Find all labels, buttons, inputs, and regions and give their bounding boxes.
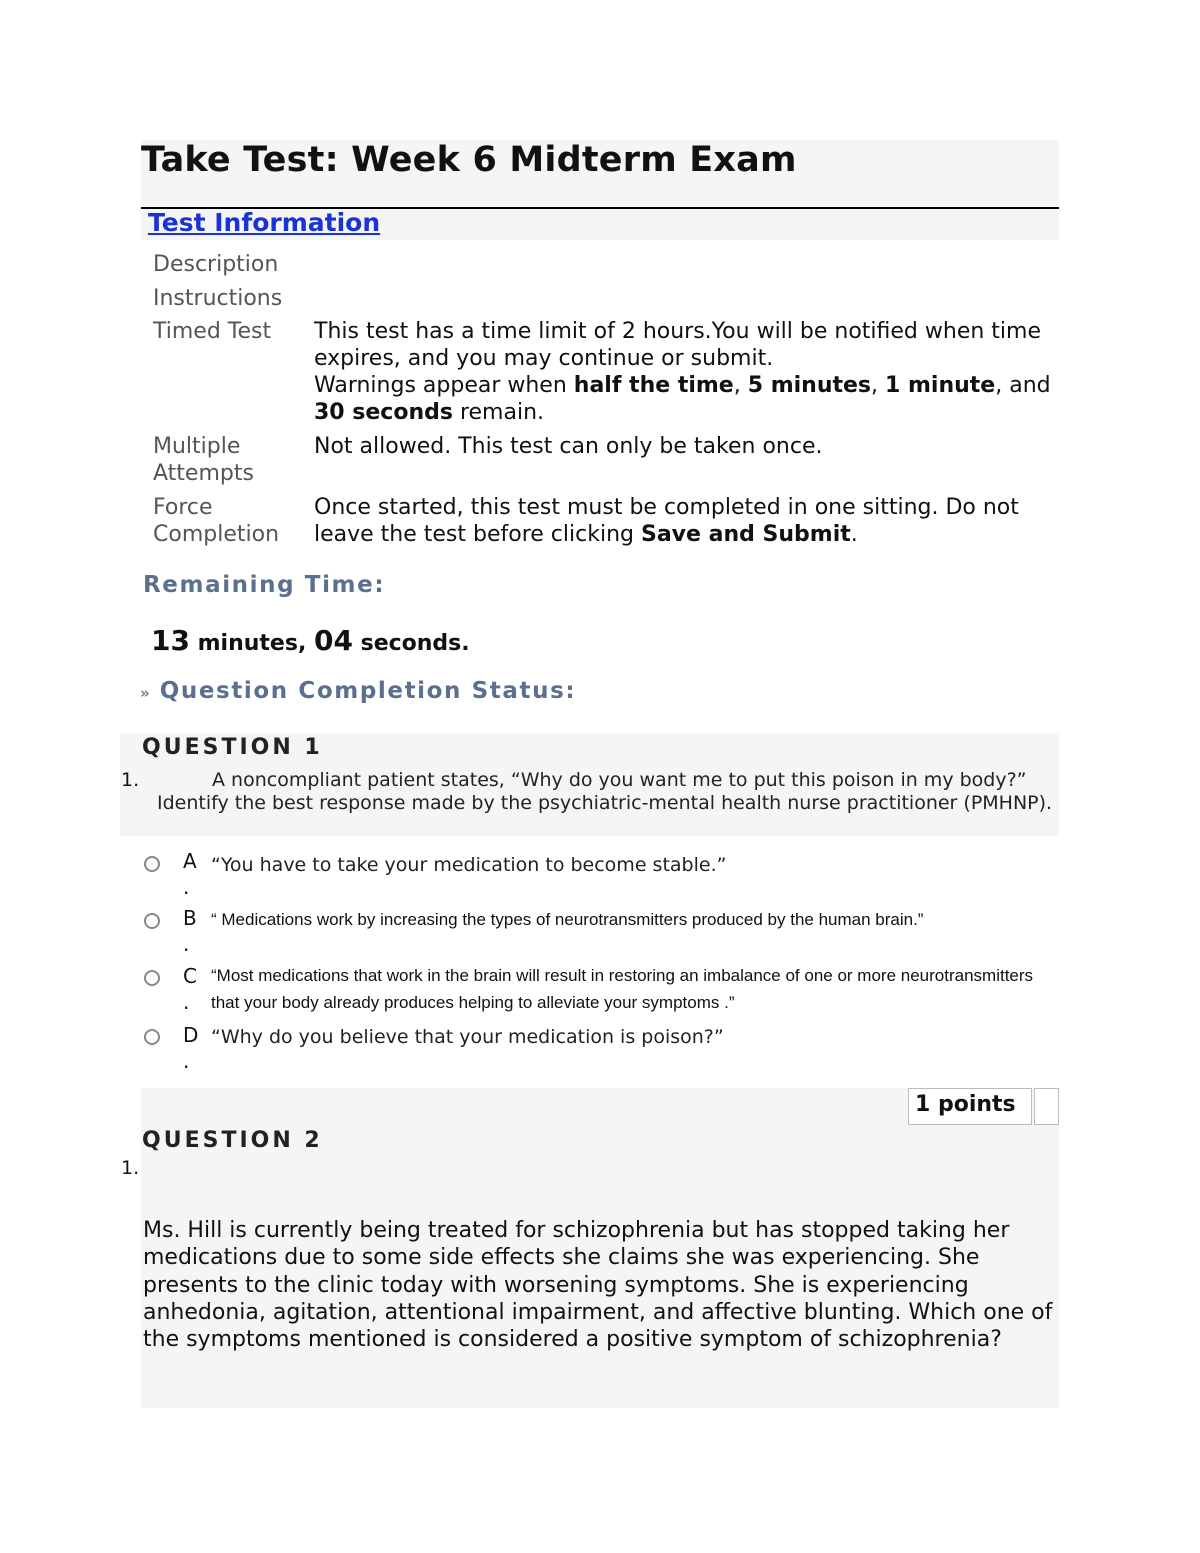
option-d-radio[interactable] [144, 1029, 160, 1045]
timed-test-text: This test has a time limit of 2 hours.You will be notified when time expires, and you may continue or submit. [314, 319, 1041, 371]
option-c-radio[interactable] [144, 970, 160, 986]
option-c-letter: C . [183, 964, 197, 1014]
force-completion-value: Once started, this test must be completed in one sitting. Do not leave the test before clicking Save and Submit. [314, 495, 1019, 547]
timed-test-label: Timed Test [153, 319, 272, 344]
question-2-number: 1. [121, 1157, 140, 1179]
multiple-attempts-label: Multiple Attempts [153, 434, 254, 486]
description-label: Description [153, 252, 279, 277]
option-b-letter: B . [183, 906, 197, 956]
multiple-attempts-value: Not allowed. This test can only be taken once. [314, 434, 823, 459]
test-information-link[interactable]: Test Information [148, 208, 381, 237]
page-title: Take Test: Week 6 Midterm Exam [141, 140, 797, 180]
question-1-heading: QUESTION 1 [142, 735, 323, 760]
question-1-number: 1. [121, 769, 140, 791]
force-completion-label: Force Completion [153, 495, 280, 547]
question-2-points: 1 points [915, 1092, 1016, 1117]
instructions-label: Instructions [153, 286, 283, 311]
chevron-down-icon: » [140, 684, 150, 702]
question-completion-status-label: Question Completion Status: [159, 678, 577, 704]
question-completion-status-toggle[interactable] [140, 678, 576, 704]
remaining-time-value: 13 minutes, 04 seconds. [151, 624, 470, 657]
option-c-text: “Most medications that work in the brain will result in restoring an imbalance of one or more neurotransmitters that your body already produces helping to alleviate your symptoms .” [211, 966, 1034, 1012]
option-a-letter: A . [183, 849, 197, 899]
question-1-text [157, 769, 1057, 815]
timed-test-value [314, 318, 1054, 426]
question-2-heading: QUESTION 2 [142, 1128, 323, 1153]
option-b-radio[interactable] [144, 913, 160, 929]
warnings-text: Warnings appear when half the time, 5 minutes, 1 minute, and 30 seconds remain. [314, 373, 1051, 425]
remaining-time-heading: Remaining Time: [143, 572, 386, 598]
question-1-text-rest: Identify the best response made by the psychiatric-mental health nurse practitioner (PMHNP). [157, 792, 1053, 814]
option-d-text: “Why do you believe that your medication is poison?” [211, 1026, 724, 1048]
option-b-text: “ Medications work by increasing the types of neurotransmitters produced by the human brain.” [211, 910, 924, 929]
option-a-radio[interactable] [144, 856, 160, 872]
question-1-text-line1: A noncompliant patient states, “Why do you want me to put this poison in my body?” [212, 769, 1027, 791]
option-a-text: “You have to take your medication to become stable.” [211, 854, 727, 876]
question-2-text: Ms. Hill is currently being treated for schizophrenia but has stopped taking her medications due to some side effects she claims she was experiencing. She presents to the clinic today with worsening symptoms. She is experiencing anhedonia, agitation, attentional impairment, and affective blunting. Which one of the symptoms mentioned is considered a positive symptom of schizophrenia? [143, 1218, 1053, 1353]
option-d-letter: D . [183, 1023, 199, 1073]
points-side-box [1034, 1088, 1059, 1125]
